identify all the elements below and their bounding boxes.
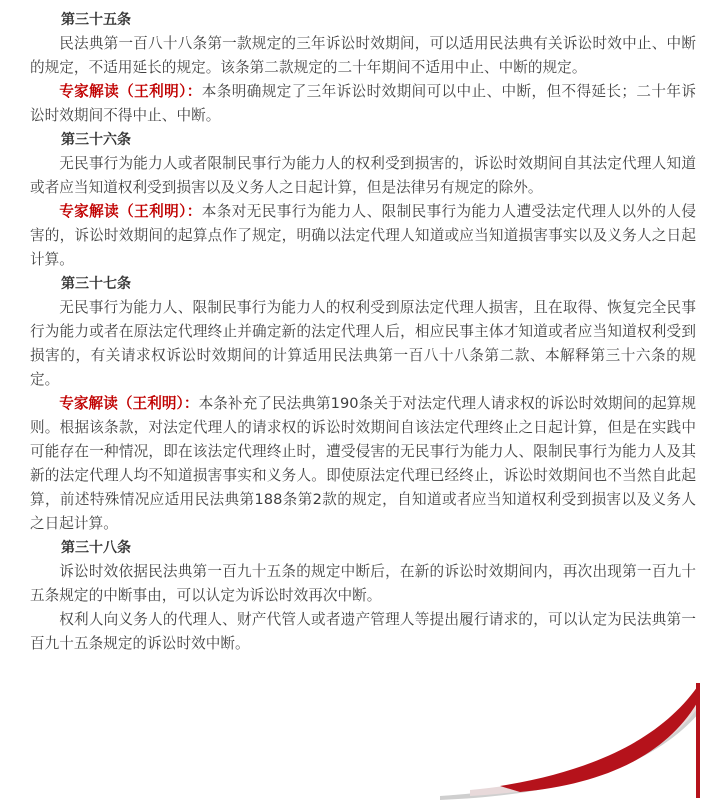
- article-paragraph: 民法典第一百八十八条第一款规定的三年诉讼时效期间，可以适用民法典有关诉讼时效中止、中断的规定，不适用延长的规定。该条第二款规定的二十年期间不适用中止、中断的规定。: [30, 35, 696, 76]
- article-section: [30, 8, 696, 128]
- article-section: [30, 128, 696, 272]
- expert-text: 本条明确规定了三年诉讼时效期间可以中止、中断，但不得延长；二十年诉讼时效期间不得中止、中断。: [30, 83, 697, 124]
- expert-commentary: [30, 80, 696, 128]
- swoosh-red-band: [500, 683, 700, 792]
- expert-commentary: [30, 200, 696, 272]
- swoosh-light-band: [470, 690, 700, 796]
- article-heading: 第三十八条: [61, 540, 131, 556]
- expert-label: 专家解读（王利明）：: [59, 395, 199, 412]
- expert-commentary: [30, 392, 696, 536]
- article-heading: 第三十六条: [61, 132, 131, 148]
- article-paragraph: 权利人向义务人的代理人、财产代管人或者遗产管理人等提出履行请求的，可以认定为民法典第一百九十五条规定的诉讼时效中断。: [30, 611, 696, 652]
- swoosh-gray-band: [440, 700, 700, 800]
- expert-label: 专家解读（王利明）：: [59, 83, 202, 100]
- expert-label: 专家解读（王利明）：: [59, 203, 202, 220]
- swoosh-right-edge: [696, 683, 700, 798]
- expert-text: 本条对无民事行为能力人、限制民事行为能力人遭受法定代理人以外的人侵害的，诉讼时效期间的起算点作了规定，明确以法定代理人知道或应当知道损害事实以及义务人之日起计算。: [30, 203, 697, 268]
- article-heading: 第三十七条: [61, 276, 131, 292]
- document-body: [30, 8, 696, 656]
- article-paragraph: 无民事行为能力人、限制民事行为能力人的权利受到原法定代理人损害，且在取得、恢复完全民事行为能力或者在原法定代理终止并确定新的法定代理人后，相应民事主体才知道或者应当知道权利受到损害的，有关请求权诉讼时效期间的计算适用民法典第一百八十八条第二款、本解释第三十六条的规定。: [30, 299, 696, 388]
- article-paragraph: 诉讼时效依据民法典第一百九十五条的规定中断后，在新的诉讼时效期间内，再次出现第一百九十五条规定的中断事由，可以认定为诉讼时效再次中断。: [30, 563, 696, 604]
- article-section: [30, 272, 696, 536]
- article-paragraph: 无民事行为能力人或者限制民事行为能力人的权利受到损害的，诉讼时效期间自其法定代理人知道或者应当知道权利受到损害以及义务人之日起计算，但是法律另有规定的除外。: [30, 155, 696, 196]
- expert-text: 本条补充了民法典第190条关于对法定代理人请求权的诉讼时效期间的起算规则。根据该条款，对法定代理人的请求权的诉讼时效期间自该法定代理终止之日起计算，但是在实践中可能存在一种情况，即在该法定代理终止时，遭受侵害的无民事行为能力人、限制民事行为能力人及其新的法定代理人均不知道损害事实和义务人。即使原法定代理已经终止，诉讼时效期间也不当然自此起算，前述特殊情况应适用民法典第188条第2款的规定，自知道或者应当知道权利受到损害以及义务人之日起计算。: [30, 395, 697, 532]
- article-section: [30, 536, 696, 656]
- article-heading: 第三十五条: [61, 12, 131, 28]
